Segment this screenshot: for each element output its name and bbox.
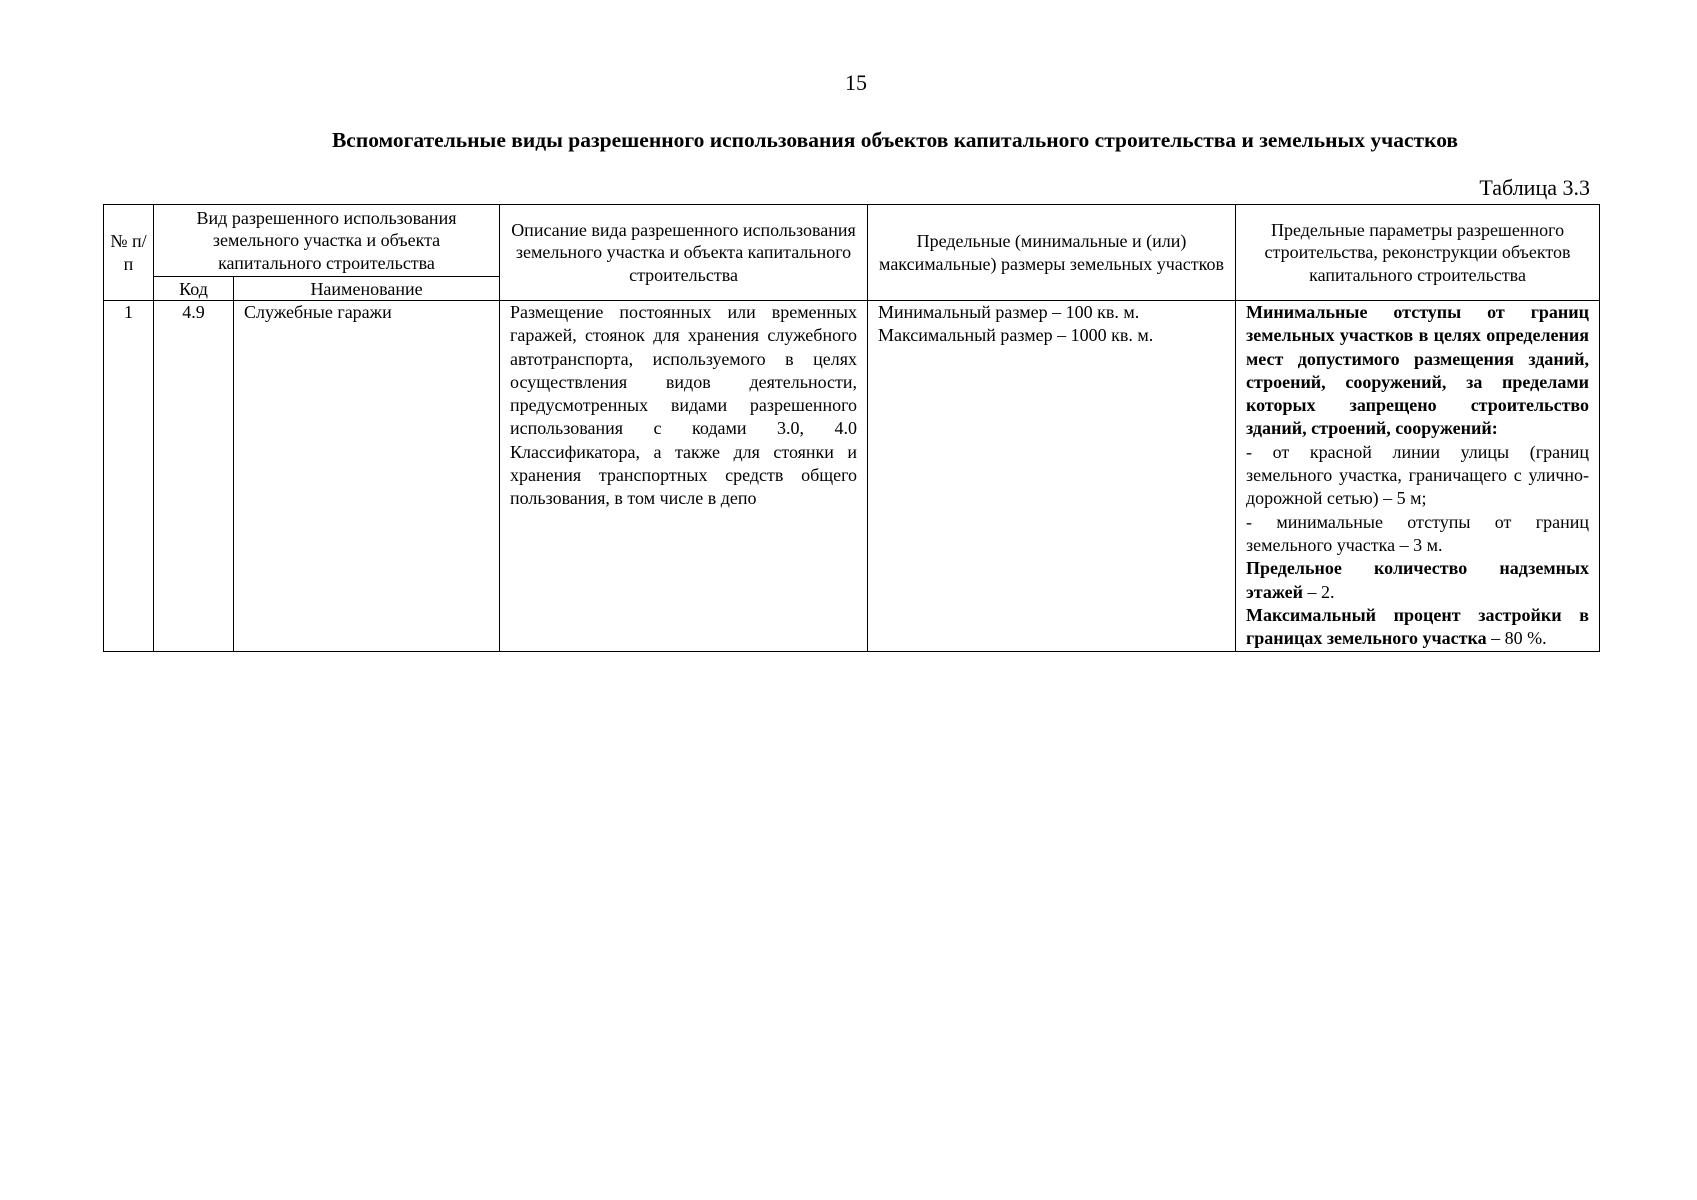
cell-num: 1	[104, 301, 154, 652]
header-num: № п/п	[104, 205, 154, 301]
header-sizes: Предельные (минимальные и (или) максимальные) размеры земельных участков	[868, 205, 1236, 301]
header-kind: Вид разрешенного использования земельного участка и объекта капитального строительства	[154, 205, 500, 277]
floors-param	[1246, 557, 1589, 604]
table-row	[104, 301, 1600, 652]
cell-params	[1236, 301, 1600, 652]
header-params: Предельные параметры разрешенного строительства, реконструкции объектов капитального строительства	[1236, 205, 1600, 301]
floors-value: – 2.	[1303, 581, 1335, 602]
table-header	[104, 205, 1600, 301]
cell-sizes	[868, 301, 1236, 652]
floors-label: Предельное количество надземных этажей	[1246, 558, 1590, 602]
size-min: Минимальный размер – 100 кв. м.	[878, 302, 1140, 322]
header-name: Наименование	[234, 277, 500, 301]
document-title: Вспомогательные виды разрешенного использования объектов капитального строительства и земельных участков	[331, 128, 1459, 152]
coverage-param	[1246, 604, 1589, 651]
coverage-value: – 80 %.	[1486, 628, 1547, 649]
header-code: Код	[154, 277, 234, 301]
page-number: 15	[845, 70, 867, 95]
setback-min: - минимальные отступы от границ земельного участка – 3 м.	[1246, 511, 1590, 555]
permitted-use-table	[103, 204, 1600, 652]
cell-name: Служебные гаражи	[234, 301, 500, 652]
table-caption: Таблица 3.3	[1479, 175, 1590, 200]
setbacks-heading: Минимальные отступы от границ земельных участков в целях определения мест допустимого размещения зданий, строений, сооружений, за пределами которых запрещено строительство зданий, строений, сооружений:	[1246, 302, 1590, 439]
cell-description: Размещение постоянных или временных гаражей, стоянок для хранения служебного автотранспорта, используемого в целях осуществления видов деятельности, предусмотренных видами разрешенного использования с кодами 3.0, 4.0 Классификатора, а также для стоянки и хранения транспортных средств общего пользования, в том числе в депо	[500, 301, 868, 652]
coverage-label: Максимальный процент застройки в границах земельного участка	[1246, 604, 1590, 649]
header-description: Описание вида разрешенного использования земельного участка и объекта капитального строительства	[500, 205, 868, 301]
setback-red-line: - от красной линии улицы (границ земельного участка, граничащего с улично-дорожной сетью) – 5 м;	[1246, 441, 1590, 509]
size-max: Максимальный размер – 1000 кв. м.	[878, 325, 1154, 346]
cell-code: 4.9	[154, 301, 234, 652]
